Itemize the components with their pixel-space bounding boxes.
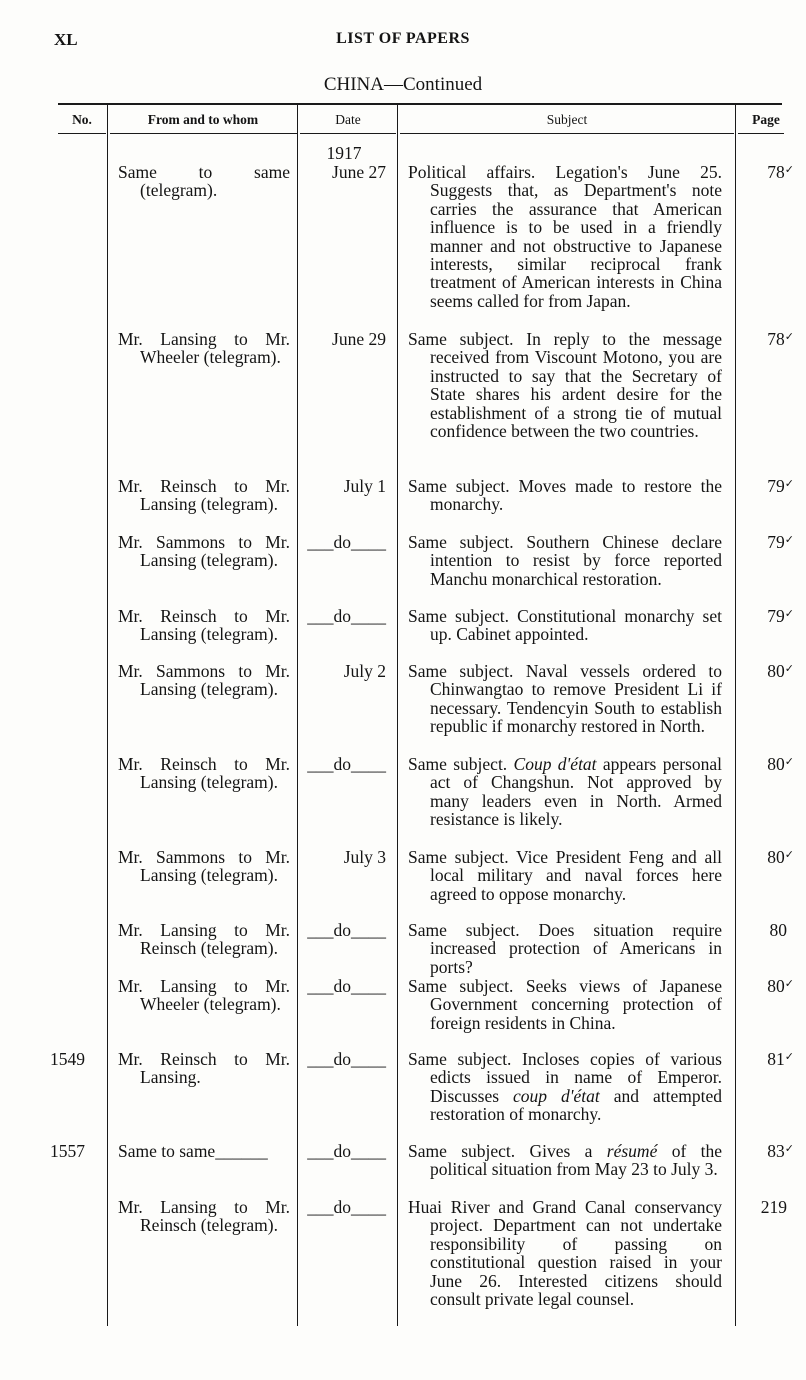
- row-from-to: [118, 921, 290, 958]
- date-text: July 2: [343, 661, 386, 681]
- column-header-page: Page: [752, 112, 780, 127]
- row-date: [302, 330, 386, 348]
- page-text: 79: [767, 606, 785, 626]
- date-text: ___do____: [307, 976, 386, 996]
- row-from-to: [118, 607, 290, 644]
- row-page: [742, 1050, 794, 1068]
- date-text: July 1: [343, 476, 386, 496]
- row-subject: [408, 977, 722, 1032]
- page-number: XL: [54, 30, 78, 49]
- page-text: 219: [760, 1197, 787, 1217]
- subject-text: Same subject. In reply to the message received from Viscount Motono, you are instructed to say that the Secretary of State shares his ardent desire for the establishment of a strong tie of mutual confidence between the two countries.: [408, 329, 722, 442]
- row-page: [742, 163, 794, 181]
- checkmark-icon: ✓: [784, 330, 794, 343]
- page-text: 80: [769, 920, 787, 940]
- row-page: [742, 662, 794, 680]
- row-date: [302, 848, 386, 866]
- header-underline-page: [738, 133, 784, 134]
- from-to-text: Mr. Sammons to Mr. Lansing (telegram).: [118, 847, 290, 886]
- row-date: [302, 1142, 386, 1160]
- row-date: [302, 477, 386, 495]
- date-text: June 27: [332, 162, 386, 182]
- page-text: 81: [767, 1049, 785, 1069]
- checkmark-icon: ✓: [784, 662, 794, 675]
- row-date: [302, 533, 386, 551]
- subject-text: Same subject. Coup d'état appears personal act of Changshun. Not approved by many leaders even in North. Armed resistance is likely.: [408, 754, 722, 830]
- checkmark-icon: ✓: [784, 533, 794, 546]
- date-text: June 29: [332, 329, 386, 349]
- row-date: [302, 1198, 386, 1216]
- row-from-to: [118, 477, 290, 514]
- from-to-text: Mr. Reinsch to Mr. Lansing (telegram).: [118, 606, 290, 645]
- row-page: [742, 477, 794, 495]
- date-text: ___do____: [307, 1197, 386, 1217]
- page-text: 78: [767, 162, 785, 182]
- date-text: ___do____: [307, 606, 386, 626]
- subject-text: Same subject. Southern Chinese declare intention to resist by force reported Manchu monarchical restoration.: [408, 532, 722, 589]
- date-text: ___do____: [307, 532, 386, 552]
- page-text: 80: [767, 661, 785, 681]
- subject-text: Political affairs. Legation's June 25. Suggests that, as Department's note carries the assurance that American influence is to be used in a friendly manner and not obstructive to Japanese interests, similar reciprocal frank treatment of American interests in China seems called for from Japan.: [408, 162, 722, 311]
- row-date: [302, 607, 386, 625]
- row-subject: [408, 1198, 722, 1308]
- row-subject: [408, 755, 722, 829]
- header-underline-subject: [400, 133, 734, 134]
- date-text: July 3: [343, 847, 386, 867]
- from-to-text: Mr. Lansing to Mr. Wheeler (telegram).: [118, 976, 290, 1015]
- column-header-from: From and to whom: [147, 112, 259, 127]
- row-number: 1549: [50, 1049, 85, 1069]
- column-divider: [107, 104, 108, 1326]
- checkmark-icon: [787, 921, 794, 934]
- date-text: ___do____: [307, 920, 386, 940]
- date-text: ___do____: [307, 754, 386, 774]
- row-subject: [408, 477, 722, 514]
- column-header-date: Date: [335, 112, 361, 127]
- page-text: 78: [767, 329, 785, 349]
- row-from-to: [118, 1198, 290, 1235]
- section-title: CHINA—Continued: [323, 74, 483, 95]
- page-text: 80: [767, 754, 785, 774]
- from-to-text: Mr. Sammons to Mr. Lansing (telegram).: [118, 661, 290, 700]
- checkmark-icon: [787, 1198, 794, 1211]
- row-from-to: [118, 1050, 290, 1087]
- from-to-text: Mr. Lansing to Mr. Reinsch (telegram).: [118, 920, 290, 959]
- checkmark-icon: ✓: [784, 607, 794, 620]
- row-subject: [408, 533, 722, 588]
- row-date: [302, 977, 386, 995]
- page-text: 79: [767, 476, 785, 496]
- row-page: [742, 1142, 794, 1160]
- subject-text: Same subject. Vice President Feng and all local military and naval forces here agreed to oppose monarchy.: [408, 847, 722, 904]
- from-to-text: Same to same (telegram).: [118, 162, 290, 201]
- column-divider: [297, 104, 298, 1326]
- header-underline-date: [300, 133, 396, 134]
- checkmark-icon: ✓: [784, 848, 794, 861]
- row-from-to: [118, 330, 290, 367]
- row-date: [302, 1050, 386, 1068]
- row-page: [742, 977, 794, 995]
- row-page: [742, 1198, 794, 1216]
- row-subject: [408, 662, 722, 736]
- column-divider: [397, 104, 398, 1326]
- row-date: [302, 921, 386, 939]
- page-text: 80: [767, 976, 785, 996]
- column-divider: [735, 104, 736, 1326]
- row-page: [742, 848, 794, 866]
- page-text: 80: [767, 847, 785, 867]
- from-to-text: Mr. Reinsch to Mr. Lansing (telegram).: [118, 476, 290, 515]
- from-to-text: Mr. Reinsch to Mr. Lansing.: [118, 1049, 290, 1088]
- row-subject: [408, 1142, 722, 1179]
- row-from-to: [118, 848, 290, 885]
- row-from-to: [118, 163, 290, 200]
- date-text: ___do____: [307, 1141, 386, 1161]
- checkmark-icon: ✓: [784, 1142, 794, 1155]
- subject-text: Same subject. Incloses copies of various edicts issued in name of Emperor. Discusses coup d'état and attempted restoration of monarchy.: [408, 1049, 722, 1125]
- row-page: [742, 533, 794, 551]
- column-header-subject: Subject: [546, 112, 588, 127]
- row-from-to: [118, 533, 290, 570]
- subject-text: Same subject. Does situation require increased protection of Americans in ports?: [408, 920, 722, 977]
- subject-text: Same subject. Seeks views of Japanese Government concerning protection of foreign residents in China.: [408, 976, 722, 1033]
- row-number: 1557: [50, 1141, 85, 1161]
- row-subject: [408, 330, 722, 440]
- row-from-to: [118, 977, 290, 1014]
- from-to-text: Mr. Lansing to Mr. Wheeler (telegram).: [118, 329, 290, 368]
- page-text: 79: [767, 532, 785, 552]
- row-from-to: [118, 1142, 290, 1160]
- column-header-no: No.: [72, 112, 92, 127]
- header-underline-from: [110, 133, 297, 134]
- row-subject: [408, 1050, 722, 1124]
- subject-text: Huai River and Grand Canal conservancy project. Department can not undertake responsibility of passing on constitutional question raised in your June 26. Interested citizens should consult private legal counsel.: [408, 1197, 722, 1310]
- year-label: 1917: [326, 143, 362, 163]
- row-subject: [408, 848, 722, 903]
- row-page: [742, 607, 794, 625]
- row-from-to: [118, 662, 290, 699]
- table-top-rule: [58, 103, 782, 105]
- from-to-text: Mr. Reinsch to Mr. Lansing (telegram).: [118, 754, 290, 793]
- subject-text: Same subject. Naval vessels ordered to Chinwangtao to remove President Li if necessary. Tendencyin South to establish republic if monarchy restored in North.: [408, 661, 722, 737]
- row-page: [742, 330, 794, 348]
- row-date: [302, 662, 386, 680]
- row-page: [742, 921, 794, 939]
- row-date: [302, 163, 386, 181]
- subject-text: Same subject. Constitutional monarchy set up. Cabinet appointed.: [408, 606, 722, 645]
- checkmark-icon: ✓: [784, 977, 794, 990]
- subject-text: Same subject. Moves made to restore the monarchy.: [408, 476, 722, 515]
- subject-text: Same subject. Gives a résumé of the political situation from May 23 to July 3.: [408, 1141, 722, 1180]
- checkmark-icon: ✓: [784, 477, 794, 490]
- row-from-to: [118, 755, 290, 792]
- header-underline-no: [58, 133, 106, 134]
- row-subject: [408, 163, 722, 310]
- running-head: LIST OF PAPERS: [336, 30, 470, 47]
- row-subject: [408, 921, 722, 976]
- row-date: [302, 755, 386, 773]
- from-to-text: Mr. Lansing to Mr. Reinsch (telegram).: [118, 1197, 290, 1236]
- from-to-text: Same to same______: [118, 1141, 268, 1161]
- checkmark-icon: ✓: [784, 163, 794, 176]
- row-page: [742, 755, 794, 773]
- date-text: ___do____: [307, 1049, 386, 1069]
- row-subject: [408, 607, 722, 644]
- checkmark-icon: ✓: [784, 1050, 794, 1063]
- from-to-text: Mr. Sammons to Mr. Lansing (telegram).: [118, 532, 290, 571]
- page-text: 83: [767, 1141, 785, 1161]
- checkmark-icon: ✓: [784, 755, 794, 768]
